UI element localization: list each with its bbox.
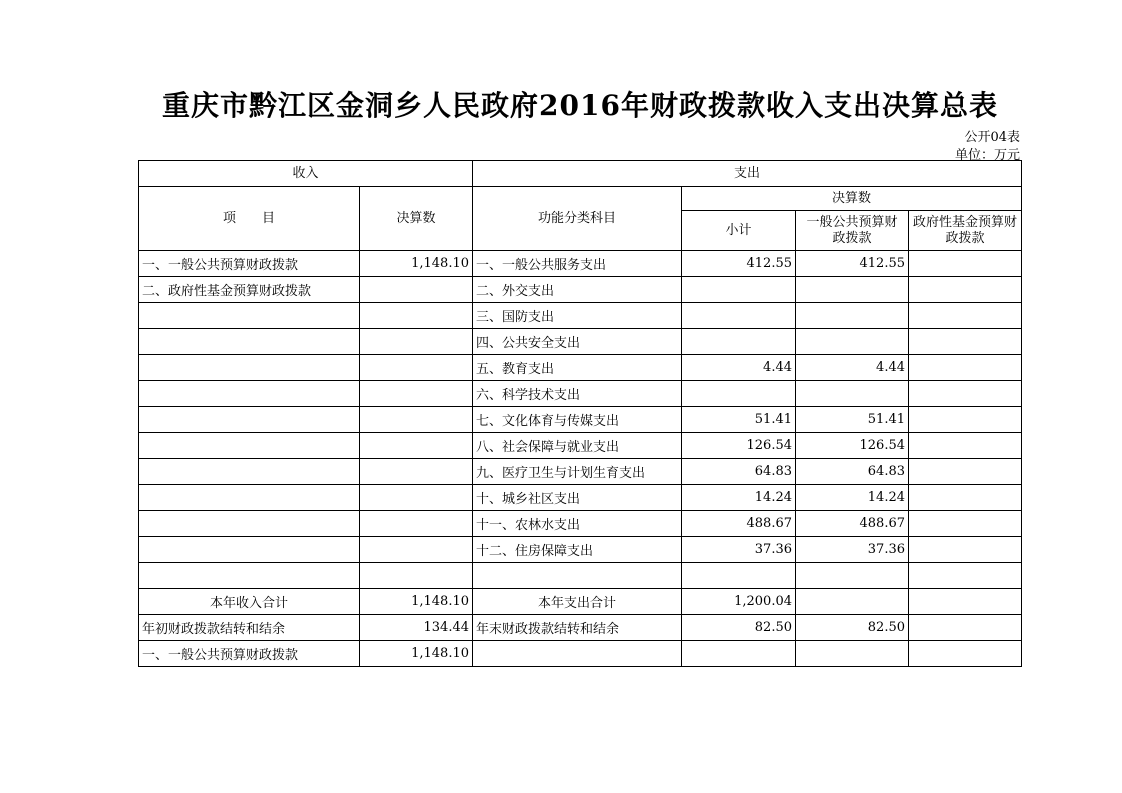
income-item-cell (139, 407, 360, 433)
expense-total-label: 本年支出合计 (473, 589, 682, 615)
expense-general-cell (796, 303, 909, 329)
expense-item-cell: 十一、农林水支出 (473, 511, 682, 537)
expense-fund-cell (909, 329, 1022, 355)
income-amount-cell (360, 407, 473, 433)
expense-general-cell: 64.83 (796, 459, 909, 485)
expense-general-cell (796, 277, 909, 303)
expense-subtotal-cell: 14.24 (682, 485, 796, 511)
income-amount-cell (360, 485, 473, 511)
table-row (139, 433, 1022, 459)
expense-item-cell: 四、公共安全支出 (473, 329, 682, 355)
table-row (139, 303, 1022, 329)
budget-amount-group-header: 决算数 (682, 187, 1022, 211)
expense-item-cell: 九、医疗卫生与计划生育支出 (473, 459, 682, 485)
table-row (139, 355, 1022, 381)
income-amount-cell (360, 459, 473, 485)
expense-subtotal-cell (682, 329, 796, 355)
table-row (139, 381, 1022, 407)
income-item-cell (139, 563, 360, 589)
unit-label: 单位：万元 (954, 148, 1020, 163)
table-row (139, 537, 1022, 563)
expense-fund-cell (909, 563, 1022, 589)
income-amount-cell (360, 381, 473, 407)
form-code: 公开04表 (964, 130, 1020, 145)
expense-fund-cell (909, 537, 1022, 563)
expense-item-cell: 十、城乡社区支出 (473, 485, 682, 511)
expense-item-cell: 五、教育支出 (473, 355, 682, 381)
expense-general-cell (796, 381, 909, 407)
expense-fund-cell (909, 381, 1022, 407)
budget-amount-header: 决算数 (360, 187, 473, 251)
expense-fund-cell (909, 485, 1022, 511)
empty-cell (796, 641, 909, 667)
expense-item-cell: 七、文化体育与传媒支出 (473, 407, 682, 433)
income-total-label: 本年收入合计 (139, 589, 360, 615)
function-category-header: 功能分类科目 (473, 187, 682, 251)
expense-item-cell: 二、外交支出 (473, 277, 682, 303)
general-public-budget-header: 一般公共预算财政拨款 (796, 211, 909, 251)
header-row-1 (139, 161, 1022, 187)
table-row (139, 485, 1022, 511)
expense-general-cell: 51.41 (796, 407, 909, 433)
last-income-row (139, 641, 1022, 667)
expense-subtotal-cell: 4.44 (682, 355, 796, 381)
end-carry-subtotal: 82.50 (682, 615, 796, 641)
expense-subtotal-cell: 126.54 (682, 433, 796, 459)
expense-total-fund (909, 589, 1022, 615)
empty-cell (909, 641, 1022, 667)
expense-item-cell: 一、一般公共服务支出 (473, 251, 682, 277)
totals-row (139, 589, 1022, 615)
expense-subtotal-cell: 51.41 (682, 407, 796, 433)
income-item-cell: 二、政府性基金预算财政拨款 (139, 277, 360, 303)
begin-carry-value: 134.44 (360, 615, 473, 641)
expense-total-general (796, 589, 909, 615)
expense-fund-cell (909, 407, 1022, 433)
table-row (139, 511, 1022, 537)
expense-item-cell: 六、科学技术支出 (473, 381, 682, 407)
income-amount-cell (360, 433, 473, 459)
expense-general-cell (796, 329, 909, 355)
income-amount-cell (360, 303, 473, 329)
income-amount-cell (360, 563, 473, 589)
income-amount-cell (360, 277, 473, 303)
expense-subtotal-cell: 64.83 (682, 459, 796, 485)
end-carry-fund (909, 615, 1022, 641)
expense-item-cell (473, 563, 682, 589)
expense-general-cell: 4.44 (796, 355, 909, 381)
income-item-cell (139, 303, 360, 329)
expense-subtotal-cell (682, 277, 796, 303)
last-income-amount: 1,148.10 (360, 641, 473, 667)
income-item-cell (139, 329, 360, 355)
income-amount-cell (360, 355, 473, 381)
begin-carry-label: 年初财政拨款结转和结余 (139, 615, 360, 641)
budget-table (138, 160, 1022, 667)
expense-item-cell: 八、社会保障与就业支出 (473, 433, 682, 459)
expense-general-cell (796, 563, 909, 589)
page-title: 重庆市黔江区金洞乡人民政府2016年财政拨款收入支出决算总表 (162, 89, 998, 122)
header-row-2 (139, 187, 1022, 211)
income-amount-cell (360, 329, 473, 355)
expense-fund-cell (909, 303, 1022, 329)
table-row (139, 563, 1022, 589)
expense-general-cell: 14.24 (796, 485, 909, 511)
expense-fund-cell (909, 251, 1022, 277)
expense-subtotal-cell: 37.36 (682, 537, 796, 563)
income-item-cell (139, 537, 360, 563)
expense-general-cell: 126.54 (796, 433, 909, 459)
government-fund-budget-header: 政府性基金预算财政拨款 (909, 211, 1022, 251)
table-row (139, 459, 1022, 485)
item-header: 项 目 (139, 187, 360, 251)
table-row (139, 329, 1022, 355)
income-amount-cell (360, 511, 473, 537)
expense-general-cell: 37.36 (796, 537, 909, 563)
expense-subtotal-cell (682, 563, 796, 589)
income-item-cell (139, 433, 360, 459)
end-carry-general: 82.50 (796, 615, 909, 641)
expense-fund-cell (909, 355, 1022, 381)
expense-fund-cell (909, 459, 1022, 485)
expense-subtotal-cell (682, 303, 796, 329)
income-total-value: 1,148.10 (360, 589, 473, 615)
expense-total-value: 1,200.04 (682, 589, 796, 615)
income-item-cell (139, 355, 360, 381)
income-item-cell (139, 381, 360, 407)
expense-fund-cell (909, 511, 1022, 537)
table-row (139, 277, 1022, 303)
empty-cell (473, 641, 682, 667)
income-item-cell: 一、一般公共预算财政拨款 (139, 251, 360, 277)
table-row (139, 407, 1022, 433)
income-amount-cell: 1,148.10 (360, 251, 473, 277)
income-item-cell (139, 459, 360, 485)
income-item-cell (139, 485, 360, 511)
income-header: 收入 (139, 161, 473, 187)
expense-general-cell: 412.55 (796, 251, 909, 277)
income-item-cell (139, 511, 360, 537)
expense-general-cell: 488.67 (796, 511, 909, 537)
subtotal-header: 小计 (682, 211, 796, 251)
expense-fund-cell (909, 277, 1022, 303)
empty-cell (682, 641, 796, 667)
end-carry-label: 年末财政拨款结转和结余 (473, 615, 682, 641)
table-row (139, 251, 1022, 277)
expense-fund-cell (909, 433, 1022, 459)
income-amount-cell (360, 537, 473, 563)
expense-subtotal-cell: 412.55 (682, 251, 796, 277)
expense-subtotal-cell (682, 381, 796, 407)
expense-item-cell: 三、国防支出 (473, 303, 682, 329)
last-income-item: 一、一般公共预算财政拨款 (139, 641, 360, 667)
expense-header: 支出 (473, 161, 1022, 187)
expense-item-cell: 十二、住房保障支出 (473, 537, 682, 563)
expense-subtotal-cell: 488.67 (682, 511, 796, 537)
carry-over-row (139, 615, 1022, 641)
